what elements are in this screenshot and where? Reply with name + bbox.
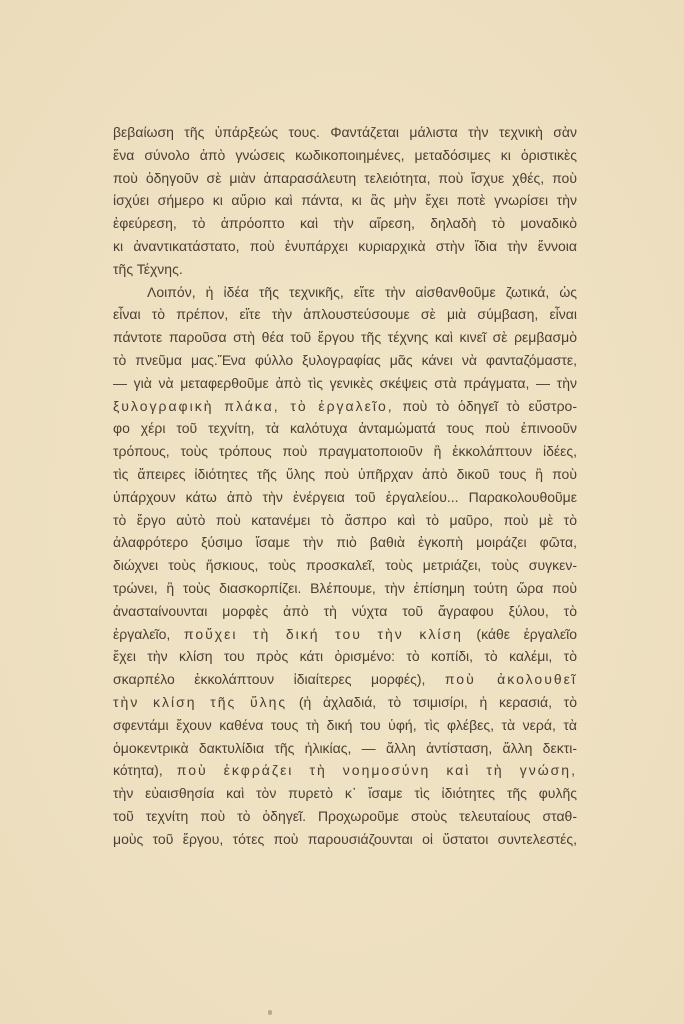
text-line [113, 714, 577, 737]
spaced-emphasis-text: ξυλογραφικὴ πλάκα, τὸ ἐργαλεῖο, [113, 397, 394, 414]
text-segment: Λοιπόν, ἡ ἰδέα τῆς τεχνικῆς, εἴτε τὴν αἰσθανθοῦμε ζωτικά, ὡς [147, 283, 577, 300]
text-segment: τὶς ἄπειρες ἰδιότητες τῆς ὕλης ποὺ ὑπῆρχαν ἀπὸ δικοῦ τους ἢ ποὺ [113, 465, 577, 482]
text-line [113, 144, 577, 167]
text-line [113, 737, 577, 760]
text-segment: σκαρπέλο ἐκκολάπτουν ἰδιαίτερες μορφές), [113, 671, 445, 688]
text-line [113, 805, 577, 828]
text-segment: φο χέρι τοῦ τεχνίτη, τὰ καλότυχα ἀνταμώματά τους ποὺ ἐπινοοῦν [113, 420, 577, 437]
text-segment: ὑπάρχουν κάτω ἀπὸ τὴν ἐνέργεια τοῦ ἐργαλείου... Παρακολουθοῦμε [113, 488, 577, 505]
text-segment: τρώνει, ἢ τοὺς διασκορπίζει. Βλέπουμε, τὴν ἐπίσημη τούτη ὥρα ποὺ [113, 579, 577, 596]
text-line [113, 509, 577, 532]
text-segment: τὸ ἔργο αὐτὸ ποὺ κατανέμει τὸ ἄσπρο καὶ τὸ μαῦρο, ποὺ μὲ τὸ [113, 511, 577, 528]
text-line [113, 212, 577, 235]
text-segment: (ἡ ἀχλαδιά, τὸ τσιμισίρι, ἡ κερασιά, τὸ [287, 693, 577, 710]
text-segment: εἶναι τὸ πρέπον, εἴτε τὴν ἁπλουστεύσουμε σὲ μιὰ σύμβαση, εἶναι [113, 306, 577, 323]
text-segment: ἔχει τὴν κλίση του πρὸς κάτι ὁρισμένο: τὸ κοπίδι, τὸ καλέμι, τὸ [113, 648, 577, 665]
text-line [113, 281, 577, 304]
text-segment: ὁμοκεντρικὰ δακτυλίδια τῆς ἡλικίας, — ἄλλη ἀντίσταση, ἄλλη δεκτι- [113, 739, 577, 756]
text-line [113, 828, 577, 851]
text-segment: ἀνασταίνουνται μορφὲς ἀπὸ τὴ νύχτα τοῦ ἄγραφου ξύλου, τὸ [113, 602, 577, 619]
text-line [113, 440, 577, 463]
text-segment: τὸ πνεῦμα μας.Ἕνα φύλλο ξυλογραφίας μᾶς κάνει νὰ φανταζόμαστε, [113, 351, 577, 368]
text-segment: ἰσχύει σήμερο κι αὔριο καὶ πάντα, κι ἂς μὴν ἔχει ποτὲ γνωρίσει τὴν [113, 192, 577, 209]
text-segment: ἕνα σύνολο ἀπὸ γνώσεις κωδικοποιημένες, μεταδόσιμες κι ὁριστικὲς [113, 146, 577, 163]
text-line [113, 417, 577, 440]
text-segment: σφεντάμι ἔχουν καθένα τους τὴ δική του ὑφή, τὶς φλέβες, τὰ νερά, τὰ [113, 716, 577, 733]
text-line [113, 645, 577, 668]
text-line [113, 349, 577, 372]
text-line [113, 782, 577, 805]
text-line [113, 486, 577, 509]
text-segment: τρόπους, τοὺς τρόπους ποὺ πραγματοποιοῦν ἢ ἐκκολάπτουν ἰδέες, [113, 443, 577, 460]
text-segment: ἐργαλεῖο, [113, 625, 184, 642]
body-text [113, 121, 577, 851]
text-line [113, 372, 577, 395]
text-segment: ποὺ ὁδηγοῦν σὲ μιὰν ἀπαρασάλευτη τελειότητα, ποὺ ἴσχυε χθές, ποὺ [113, 169, 577, 186]
spaced-emphasis-text: ποὔχει τὴ δική του τὴν κλίση [183, 625, 463, 642]
text-segment: — γιὰ νὰ μεταφερθοῦμε ἀπὸ τὶς γενικὲς σκέψεις στὰ πράγματα, — τὴν [113, 374, 577, 391]
text-segment: τῆς Τέχνης. [113, 260, 183, 277]
text-segment: μοὺς τοῦ ἔργου, τότες ποὺ παρουσιάζουνται οἱ ὕστατοι συντελεστές, [113, 830, 577, 847]
paper-speck [268, 1010, 272, 1015]
text-segment: ἀλαφρότερο ξύσιμο ἴσαμε τὴν πιὸ βαθιὰ ἐγκοπὴ μοιράζει φῶτα, [113, 534, 577, 551]
text-segment: διώχνει τοὺς ἥσκιους, τοὺς προσκαλεῖ, τοὺς μετριάζει, τοὺς συγκεν- [113, 557, 577, 574]
text-segment: βεβαίωση τῆς ὑπάρξεώς τους. Φαντάζεται μάλιστα τὴν τεχνικὴ σὰν [113, 124, 577, 140]
text-line [113, 326, 577, 349]
text-line [113, 691, 577, 714]
spaced-emphasis-text: ποὺ ἀκολουθεῖ [444, 671, 577, 688]
text-line [113, 531, 577, 554]
text-line [113, 759, 577, 782]
text-line [113, 167, 577, 190]
text-line [113, 258, 577, 281]
text-line [113, 235, 577, 258]
text-line [113, 600, 577, 623]
text-segment: τὴν εὐαισθησία καὶ τὸν πυρετὸ κ᾿ ἴσαμε τὶς ἰδιότητες τῆς φυλῆς [113, 785, 577, 802]
text-segment: ποὺ τὸ ὁδηγεῖ τὸ εὔστρο- [393, 397, 577, 414]
text-line [113, 554, 577, 577]
text-segment: ἐφεύρεση, τὸ ἀπρόοπτο καὶ τὴν αἵρεση, δηλαδὴ τὸ μοναδικὸ [113, 215, 577, 232]
text-segment: κι ἀναντικατάστατο, ποὺ ἐνυπάρχει κυριαρχικὰ στὴν ἴδια τὴν ἔννοια [113, 237, 577, 254]
text-line [113, 189, 577, 212]
text-segment: πάντοτε παροῦσα στὴ θέα τοῦ ἔργου τῆς τέχνης καὶ κινεῖ σὲ ρεμβασμὸ [113, 329, 577, 346]
text-line [113, 303, 577, 326]
spaced-emphasis-text: τὴν κλίση τῆς ὕλης [113, 693, 288, 710]
text-line [113, 668, 577, 691]
text-segment: τοῦ τεχνίτη ποὺ τὸ ὁδηγεῖ. Προχωροῦμε στοὺς τελευταίους σταθ- [113, 807, 577, 824]
text-line [113, 463, 577, 486]
text-line [113, 577, 577, 600]
text-line [113, 395, 577, 418]
spaced-emphasis-text: ποὺ ἐκφράζει τὴ νοημοσύνη καὶ τὴ γνώση, [176, 762, 577, 779]
text-segment: (κάθε ἐργαλεῖο [462, 625, 578, 642]
text-segment: κότητα), [113, 762, 177, 779]
text-line [113, 623, 577, 646]
text-line [113, 121, 577, 144]
